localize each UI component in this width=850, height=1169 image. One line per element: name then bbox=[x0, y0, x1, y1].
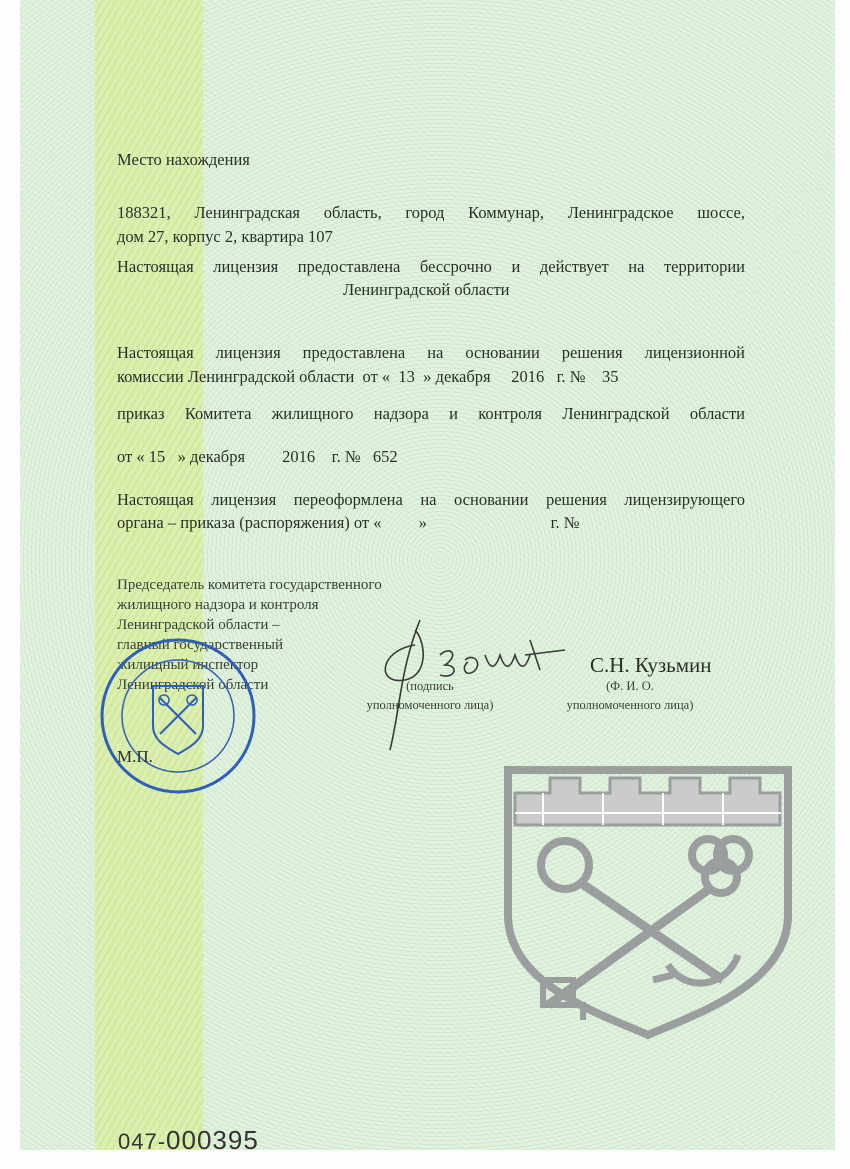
basis-line-2: комиссии Ленинградской области от « 13 » декабря 2016 г. № 35 bbox=[117, 367, 619, 386]
location-label: Место нахождения bbox=[117, 150, 250, 169]
coat-of-arms-emblem bbox=[503, 765, 793, 1040]
reissue-line-2: органа – приказа (распоряжения) от « » г. № bbox=[117, 513, 580, 532]
validity-line-2: Ленинградской области bbox=[343, 280, 510, 299]
seal-label: М.П. bbox=[117, 747, 153, 766]
order-line-1: приказ Комитета жилищного надзора и контроля Ленинградской области bbox=[117, 404, 745, 423]
name-caption: (Ф. И. О. уполномоченного лица) bbox=[566, 679, 694, 712]
signer-name: С.Н. Кузьмин bbox=[590, 653, 712, 677]
official-stamp bbox=[98, 636, 258, 796]
validity-line-1: Настоящая лицензия предоставлена бессрочно и действует на территории bbox=[117, 257, 745, 276]
address-line-2: дом 27, корпус 2, квартира 107 bbox=[117, 227, 333, 246]
basis-line-1: Настоящая лицензия предоставлена на основании решения лицензионной bbox=[117, 343, 745, 362]
signature-caption: (подпись уполномоченного лица) bbox=[366, 679, 494, 712]
order-line-2: от « 15 » декабря 2016 г. № 652 bbox=[117, 447, 398, 466]
form-number: 047-000395 bbox=[118, 1125, 259, 1155]
address-line-1: 188321, Ленинградская область, город Коммунар, Ленинградское шоссе, bbox=[117, 203, 745, 222]
signer-title: Председатель комитета государственного жилищного надзора и контроля Ленинградской области – главный государственный жилищный инспектор Ленинградской области bbox=[117, 577, 382, 693]
reissue-line-1: Настоящая лицензия переоформлена на основании решения лицензирующего bbox=[117, 490, 745, 509]
